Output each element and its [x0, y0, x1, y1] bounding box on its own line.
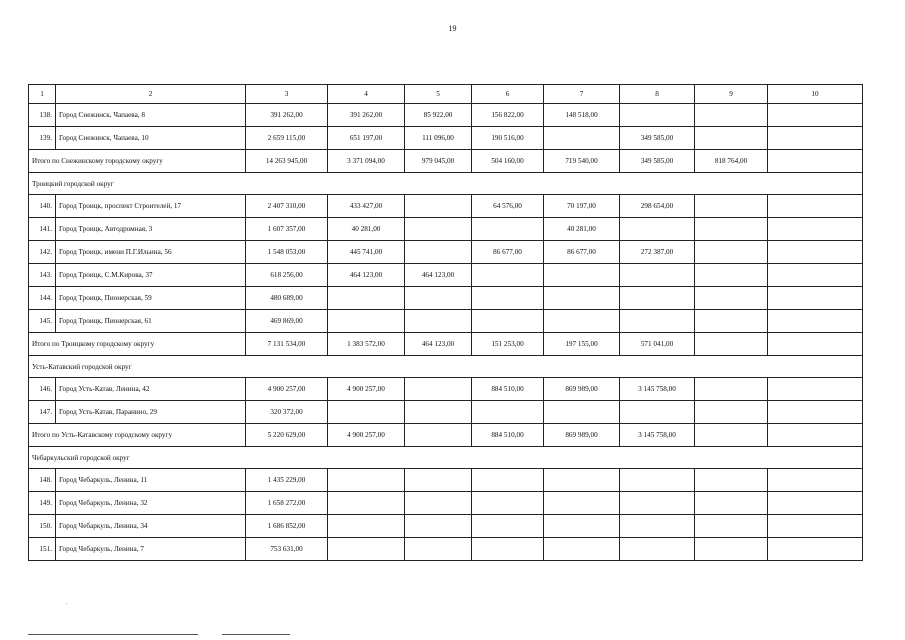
- amount-cell-c10: [768, 195, 863, 218]
- section-row: [29, 356, 863, 378]
- amount-cell-c3: 2 407 310,00: [246, 195, 328, 218]
- amount-cell-c8: 349 585,00: [620, 150, 695, 173]
- amount-cell-c5: [405, 538, 472, 561]
- address-cell: Город Троицк, проспект Строителей, 17: [56, 195, 246, 218]
- amount-cell-c6: 151 253,00: [472, 333, 544, 356]
- row-number: 148.: [29, 469, 56, 492]
- amount-cell-c3: 2 659 115,00: [246, 127, 328, 150]
- table-row: [29, 195, 863, 218]
- amount-cell-c6: 884 510,00: [472, 424, 544, 447]
- amount-cell-c10: [768, 218, 863, 241]
- total-label: Итого по Усть-Катавскому городскому округу: [29, 424, 246, 447]
- amount-cell-c8: [620, 287, 695, 310]
- amount-cell-c9: [695, 127, 768, 150]
- amount-cell-c9: [695, 264, 768, 287]
- section-title: Чебаркульский городской округ: [29, 447, 863, 469]
- amount-cell-c7: [544, 287, 620, 310]
- amount-cell-c6: 86 677,00: [472, 241, 544, 264]
- amount-cell-c8: [620, 218, 695, 241]
- amount-cell-c4: 464 123,00: [328, 264, 405, 287]
- amount-cell-c3: 753 631,00: [246, 538, 328, 561]
- address-cell: Город Троицк, С.М.Кирова, 37: [56, 264, 246, 287]
- table-row: [29, 538, 863, 561]
- amount-cell-c6: 64 576,00: [472, 195, 544, 218]
- amount-cell-c9: [695, 538, 768, 561]
- table-row: [29, 287, 863, 310]
- amount-cell-c7: [544, 264, 620, 287]
- section-title: Троицкий городской округ: [29, 173, 863, 195]
- amount-cell-c3: 1 686 852,00: [246, 515, 328, 538]
- amount-cell-c8: 3 145 758,00: [620, 424, 695, 447]
- amount-cell-c4: [328, 492, 405, 515]
- amount-cell-c7: [544, 538, 620, 561]
- amount-cell-c8: 349 585,00: [620, 127, 695, 150]
- amount-cell-c3: 14 263 945,00: [246, 150, 328, 173]
- address-cell: Город Чебаркуль, Ленина, 34: [56, 515, 246, 538]
- amount-cell-c4: 445 741,00: [328, 241, 405, 264]
- amount-cell-c3: 480 689,00: [246, 287, 328, 310]
- amount-cell-c5: [405, 241, 472, 264]
- address-cell: Город Чебаркуль, Ленина, 11: [56, 469, 246, 492]
- footnote-rule: [28, 634, 198, 635]
- amount-cell-c5: 979 045,00: [405, 150, 472, 173]
- amount-cell-c6: 156 822,00: [472, 104, 544, 127]
- amount-cell-c3: 4 900 257,00: [246, 378, 328, 401]
- amount-cell-c5: [405, 310, 472, 333]
- amount-cell-c10: [768, 424, 863, 447]
- column-header: 6: [472, 85, 544, 104]
- amount-cell-c3: 5 220 629,00: [246, 424, 328, 447]
- section-row: [29, 173, 863, 195]
- amount-cell-c10: [768, 469, 863, 492]
- amount-cell-c9: [695, 492, 768, 515]
- amount-cell-c6: [472, 538, 544, 561]
- amount-cell-c6: [472, 401, 544, 424]
- row-number: 138.: [29, 104, 56, 127]
- amount-cell-c10: [768, 492, 863, 515]
- amount-cell-c5: [405, 401, 472, 424]
- address-cell: Город Усть-Катав, Паранино, 29: [56, 401, 246, 424]
- amount-cell-c6: 504 160,00: [472, 150, 544, 173]
- amount-cell-c7: [544, 492, 620, 515]
- amount-cell-c8: [620, 492, 695, 515]
- column-header: 2: [56, 85, 246, 104]
- table-body: [29, 85, 863, 561]
- amount-cell-c8: [620, 538, 695, 561]
- amount-cell-c8: 571 041,00: [620, 333, 695, 356]
- amount-cell-c6: [472, 492, 544, 515]
- amount-cell-c7: [544, 127, 620, 150]
- amount-cell-c7: [544, 310, 620, 333]
- amount-cell-c10: [768, 310, 863, 333]
- amount-cell-c5: 111 096,00: [405, 127, 472, 150]
- total-label: Итого по Снежинскому городскому округу: [29, 150, 246, 173]
- table-row: [29, 492, 863, 515]
- amount-cell-c6: [472, 310, 544, 333]
- table-row: [29, 515, 863, 538]
- amount-cell-c10: [768, 241, 863, 264]
- amount-cell-c8: [620, 469, 695, 492]
- row-number: 144.: [29, 287, 56, 310]
- amount-cell-c3: 320 372,00: [246, 401, 328, 424]
- table-row: [29, 218, 863, 241]
- amount-cell-c10: [768, 333, 863, 356]
- row-number: 147.: [29, 401, 56, 424]
- table-row: [29, 241, 863, 264]
- footnote-rule: [222, 634, 290, 635]
- row-number: 143.: [29, 264, 56, 287]
- amount-cell-c7: 40 281,00: [544, 218, 620, 241]
- amount-cell-c3: 1 548 053,00: [246, 241, 328, 264]
- total-row: [29, 333, 863, 356]
- amount-cell-c10: [768, 127, 863, 150]
- table-row: [29, 127, 863, 150]
- amount-cell-c4: 4 900 257,00: [328, 378, 405, 401]
- amount-cell-c4: 651 197,00: [328, 127, 405, 150]
- amount-cell-c7: [544, 469, 620, 492]
- section-row: [29, 447, 863, 469]
- amount-cell-c7: 869 989,00: [544, 424, 620, 447]
- amount-cell-c9: [695, 424, 768, 447]
- amount-cell-c7: 869 989,00: [544, 378, 620, 401]
- amount-cell-c9: [695, 195, 768, 218]
- row-number: 151.: [29, 538, 56, 561]
- amount-cell-c5: [405, 469, 472, 492]
- amount-cell-c7: [544, 401, 620, 424]
- table-row: [29, 310, 863, 333]
- amount-cell-c9: [695, 218, 768, 241]
- column-header: 3: [246, 85, 328, 104]
- amount-cell-c9: [695, 104, 768, 127]
- amount-cell-c3: 7 131 534,00: [246, 333, 328, 356]
- amount-cell-c9: [695, 378, 768, 401]
- amount-cell-c5: [405, 492, 472, 515]
- address-cell: Город Снежинск, Чапаева, 10: [56, 127, 246, 150]
- amount-cell-c4: [328, 310, 405, 333]
- amount-cell-c6: [472, 287, 544, 310]
- amount-cell-c6: [472, 515, 544, 538]
- amount-cell-c4: [328, 401, 405, 424]
- amount-cell-c4: 1 383 572,00: [328, 333, 405, 356]
- amount-cell-c7: 719 540,00: [544, 150, 620, 173]
- section-title: Усть-Катавский городской округ: [29, 356, 863, 378]
- column-header: 1: [29, 85, 56, 104]
- row-number: 139.: [29, 127, 56, 150]
- amount-cell-c9: [695, 310, 768, 333]
- amount-cell-c4: [328, 515, 405, 538]
- amount-cell-c5: [405, 218, 472, 241]
- amount-cell-c10: [768, 104, 863, 127]
- amount-cell-c8: [620, 401, 695, 424]
- table-row: [29, 378, 863, 401]
- table-row: [29, 264, 863, 287]
- row-number: 150.: [29, 515, 56, 538]
- amount-cell-c3: 391 262,00: [246, 104, 328, 127]
- amount-cell-c4: 3 371 094,00: [328, 150, 405, 173]
- address-cell: Город Чебаркуль, Ленина, 7: [56, 538, 246, 561]
- column-header: 5: [405, 85, 472, 104]
- amount-cell-c3: 1 607 357,00: [246, 218, 328, 241]
- row-number: 142.: [29, 241, 56, 264]
- table-row: [29, 104, 863, 127]
- amount-cell-c7: 197 155,00: [544, 333, 620, 356]
- amount-cell-c10: [768, 264, 863, 287]
- amount-cell-c5: [405, 378, 472, 401]
- amount-cell-c8: [620, 310, 695, 333]
- amount-cell-c4: [328, 538, 405, 561]
- amount-cell-c9: 818 764,00: [695, 150, 768, 173]
- amount-cell-c4: 40 281,00: [328, 218, 405, 241]
- amount-cell-c8: 3 145 758,00: [620, 378, 695, 401]
- amount-cell-c4: 433 427,00: [328, 195, 405, 218]
- page-number: 19: [448, 24, 457, 33]
- address-cell: Город Чебаркуль, Ленина, 32: [56, 492, 246, 515]
- row-number: 149.: [29, 492, 56, 515]
- amount-cell-c7: [544, 515, 620, 538]
- row-number: 145.: [29, 310, 56, 333]
- amount-cell-c4: 391 262,00: [328, 104, 405, 127]
- total-row: [29, 150, 863, 173]
- amount-cell-c10: [768, 401, 863, 424]
- amount-cell-c8: [620, 104, 695, 127]
- column-header: 10: [768, 85, 863, 104]
- amount-cell-c3: 618 256,00: [246, 264, 328, 287]
- amount-cell-c6: [472, 264, 544, 287]
- row-number: 141.: [29, 218, 56, 241]
- amount-cell-c6: [472, 469, 544, 492]
- amount-cell-c5: [405, 424, 472, 447]
- amount-cell-c3: 1 435 229,00: [246, 469, 328, 492]
- amount-cell-c9: [695, 515, 768, 538]
- amount-cell-c9: [695, 333, 768, 356]
- amount-cell-c8: [620, 515, 695, 538]
- amount-cell-c9: [695, 241, 768, 264]
- amount-cell-c5: [405, 515, 472, 538]
- amount-cell-c5: 464 123,00: [405, 333, 472, 356]
- row-number: 146.: [29, 378, 56, 401]
- amount-cell-c8: 272 387,00: [620, 241, 695, 264]
- amount-cell-c10: [768, 515, 863, 538]
- amount-cell-c10: [768, 287, 863, 310]
- amount-cell-c8: [620, 264, 695, 287]
- amount-cell-c6: [472, 218, 544, 241]
- amount-cell-c8: 298 654,00: [620, 195, 695, 218]
- amount-cell-c4: [328, 287, 405, 310]
- amount-cell-c7: 86 677,00: [544, 241, 620, 264]
- address-cell: Город Троицк, имени П.Г.Ильина, 56: [56, 241, 246, 264]
- total-row: [29, 424, 863, 447]
- amount-cell-c3: 1 658 272,00: [246, 492, 328, 515]
- address-cell: Город Троицк, Автодромная, 3: [56, 218, 246, 241]
- address-cell: Город Троицк, Пионерская, 61: [56, 310, 246, 333]
- amount-cell-c4: 4 900 257,00: [328, 424, 405, 447]
- amount-cell-c7: 148 518,00: [544, 104, 620, 127]
- amount-cell-c5: 85 922,00: [405, 104, 472, 127]
- header-row: [29, 85, 863, 104]
- table-row: [29, 401, 863, 424]
- amount-cell-c5: [405, 287, 472, 310]
- total-label: Итого по Троицкому городскому округу: [29, 333, 246, 356]
- table-row: [29, 469, 863, 492]
- column-header: 9: [695, 85, 768, 104]
- amount-cell-c3: 469 869,00: [246, 310, 328, 333]
- amount-cell-c10: [768, 538, 863, 561]
- address-cell: Город Усть-Катав, Ленина, 42: [56, 378, 246, 401]
- data-table: [28, 84, 863, 561]
- amount-cell-c7: 70 197,00: [544, 195, 620, 218]
- amount-cell-c6: 884 510,00: [472, 378, 544, 401]
- address-cell: Город Троицк, Пионерская, 59: [56, 287, 246, 310]
- amount-cell-c9: [695, 287, 768, 310]
- amount-cell-c10: [768, 378, 863, 401]
- column-header: 8: [620, 85, 695, 104]
- amount-cell-c6: 190 516,00: [472, 127, 544, 150]
- column-header: 4: [328, 85, 405, 104]
- amount-cell-c9: [695, 469, 768, 492]
- scan-speck: [66, 603, 67, 604]
- row-number: 140.: [29, 195, 56, 218]
- address-cell: Город Снежинск, Чапаева, 8: [56, 104, 246, 127]
- column-header: 7: [544, 85, 620, 104]
- amount-cell-c5: 464 123,00: [405, 264, 472, 287]
- amount-cell-c10: [768, 150, 863, 173]
- amount-cell-c9: [695, 401, 768, 424]
- amount-cell-c5: [405, 195, 472, 218]
- amount-cell-c4: [328, 469, 405, 492]
